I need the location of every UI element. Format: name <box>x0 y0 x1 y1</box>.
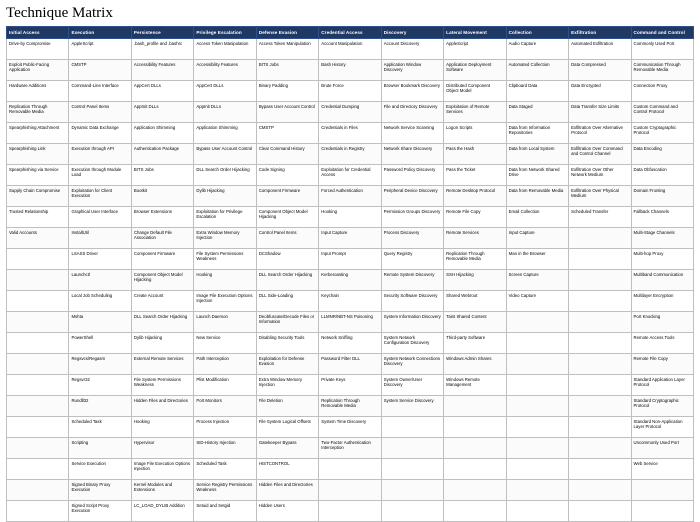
technique-cell[interactable]: Hidden Users <box>256 501 318 522</box>
technique-cell[interactable]: File and Directory Discovery <box>381 102 443 123</box>
table-row <box>7 417 694 438</box>
technique-cell[interactable]: Port Knocking <box>631 312 693 333</box>
technique-cell[interactable]: Uncommonly Used Port <box>631 438 693 459</box>
technique-cell[interactable]: File System Permissions Weakness <box>131 375 193 396</box>
table-row <box>7 480 694 501</box>
technique-cell[interactable]: Bootkit <box>131 186 193 207</box>
technique-cell[interactable]: Scheduled Transfer <box>569 207 631 228</box>
technique-cell[interactable]: Account Discovery <box>381 39 443 60</box>
technique-cell[interactable]: Hidden Files and Directories <box>131 396 193 417</box>
page-title: Technique Matrix <box>6 5 113 21</box>
technique-cell[interactable]: Forced Authentication <box>319 186 381 207</box>
technique-cell-empty <box>7 501 69 522</box>
technique-cell[interactable]: Image File Execution Options Injection <box>194 291 256 312</box>
technique-cell-empty <box>506 501 568 522</box>
technique-cell[interactable]: Exploitation for Privilege Escalation <box>194 207 256 228</box>
technique-cell[interactable]: Windows Remote Management <box>444 375 506 396</box>
technique-cell[interactable]: BITS Jobs <box>256 60 318 81</box>
technique-cell[interactable]: Credential Dumping <box>319 102 381 123</box>
technique-cell[interactable]: Application Window Discovery <box>381 60 443 81</box>
technique-cell[interactable]: Bypass User Account Control <box>256 102 318 123</box>
technique-cell-empty <box>319 480 381 501</box>
technique-cell[interactable]: Hypervisor <box>131 438 193 459</box>
technique-cell[interactable]: Clipboard Data <box>506 81 568 102</box>
technique-cell-empty <box>7 270 69 291</box>
technique-cell[interactable]: Exploitation for Defense Evasion <box>256 354 318 375</box>
technique-cell[interactable]: Execution through API <box>69 144 131 165</box>
technique-cell[interactable]: Credentials in Registry <box>319 144 381 165</box>
technique-cell[interactable]: AppCert DLLs <box>194 81 256 102</box>
technique-cell[interactable]: Extra Window Memory Injection <box>194 228 256 249</box>
technique-cell[interactable]: Spearphishing Attachment <box>7 123 69 144</box>
technique-cell-empty <box>506 459 568 480</box>
technique-cell[interactable]: HISTCONTROL <box>256 459 318 480</box>
technique-cell-empty <box>444 501 506 522</box>
technique-cell[interactable]: Data Encrypted <box>569 81 631 102</box>
technique-cell-empty <box>506 396 568 417</box>
technique-cell[interactable]: Custom Command and Control Protocol <box>631 102 693 123</box>
technique-cell-empty <box>381 501 443 522</box>
table-row <box>7 459 694 480</box>
technique-cell-empty <box>319 459 381 480</box>
technique-cell[interactable]: Screen Capture <box>506 270 568 291</box>
technique-cell[interactable]: Remote File Copy <box>444 207 506 228</box>
technique-cell[interactable]: Component Object Model Hijacking <box>131 270 193 291</box>
technique-cell-empty <box>7 312 69 333</box>
technique-cell[interactable]: Application Shimming <box>131 123 193 144</box>
technique-cell[interactable]: SID-History Injection <box>194 438 256 459</box>
technique-cell[interactable]: Third-party Software <box>444 333 506 354</box>
technique-cell[interactable]: Launch Daemon <box>194 312 256 333</box>
technique-cell[interactable]: Gatekeeper Bypass <box>256 438 318 459</box>
technique-cell[interactable]: Multi-Stage Channels <box>631 228 693 249</box>
technique-cell-empty <box>381 438 443 459</box>
column-header-lateral-movement[interactable]: Lateral Movement <box>444 27 506 39</box>
technique-cell[interactable]: Pass the Hash <box>444 144 506 165</box>
technique-cell[interactable]: PowerShell <box>69 333 131 354</box>
technique-cell-empty <box>444 480 506 501</box>
technique-cell-empty <box>381 459 443 480</box>
technique-cell[interactable]: Change Default File Association <box>131 228 193 249</box>
technique-cell[interactable]: Command-Line Interface <box>69 81 131 102</box>
technique-cell[interactable]: Data from Network Shared Drive <box>506 165 568 186</box>
technique-cell[interactable]: Input Prompt <box>319 249 381 270</box>
table-row <box>7 438 694 459</box>
column-header-discovery[interactable]: Discovery <box>381 27 443 39</box>
technique-cell[interactable]: Multi-hop Proxy <box>631 249 693 270</box>
technique-cell[interactable]: Remote Access Tools <box>631 333 693 354</box>
technique-cell[interactable]: Scheduled Task <box>69 417 131 438</box>
technique-cell[interactable]: Communication Through Removable Media <box>631 60 693 81</box>
technique-cell-empty <box>7 354 69 375</box>
table-row <box>7 501 694 522</box>
table-row <box>7 291 694 312</box>
column-header-privilege-escalation[interactable]: Privilege Escalation <box>194 27 256 39</box>
technique-cell[interactable]: Hooking <box>194 270 256 291</box>
technique-cell[interactable]: Distributed Component Object Model <box>444 81 506 102</box>
technique-cell[interactable]: Service Registry Permissions Weakness <box>194 480 256 501</box>
technique-cell-empty <box>7 249 69 270</box>
technique-cell[interactable]: File System Permissions Weakness <box>194 249 256 270</box>
technique-cell-empty <box>7 375 69 396</box>
technique-cell[interactable]: Hooking <box>319 207 381 228</box>
technique-cell-empty <box>569 459 631 480</box>
technique-cell[interactable]: New Service <box>194 333 256 354</box>
technique-cell[interactable]: Two-Factor Authentication Interception <box>319 438 381 459</box>
technique-cell[interactable]: Account Manipulation <box>319 39 381 60</box>
table-row <box>7 396 694 417</box>
technique-cell[interactable]: Component Firmware <box>131 249 193 270</box>
technique-cell-empty <box>444 396 506 417</box>
technique-cell[interactable]: Hardware Additions <box>7 81 69 102</box>
technique-cell-empty <box>569 396 631 417</box>
technique-cell[interactable]: Network Service Scanning <box>381 123 443 144</box>
column-header-exfiltration[interactable]: Exfiltration <box>569 27 631 39</box>
technique-cell[interactable]: Spearphishing via Service <box>7 165 69 186</box>
technique-cell[interactable]: Regsvr32 <box>69 375 131 396</box>
technique-cell[interactable]: Password Policy Discovery <box>381 165 443 186</box>
technique-cell[interactable]: Launchctl <box>69 270 131 291</box>
technique-cell[interactable]: Create Account <box>131 291 193 312</box>
technique-cell[interactable]: Execution through Module Load <box>69 165 131 186</box>
technique-cell[interactable]: DLL Search Order Hijacking <box>194 165 256 186</box>
technique-cell[interactable]: Bypass User Account Control <box>194 144 256 165</box>
technique-cell[interactable]: Exfiltration Over Other Network Medium <box>569 165 631 186</box>
technique-matrix-container <box>0 26 700 522</box>
technique-cell[interactable]: Kernel Modules and Extensions <box>131 480 193 501</box>
technique-cell[interactable]: System Network Configuration Discovery <box>381 333 443 354</box>
technique-cell[interactable]: Domain Fronting <box>631 186 693 207</box>
technique-cell-empty <box>506 333 568 354</box>
technique-cell-empty <box>569 375 631 396</box>
technique-cell[interactable]: Exploit Public-Facing Application <box>7 60 69 81</box>
technique-cell[interactable]: Scripting <box>69 438 131 459</box>
technique-cell[interactable]: Logon Scripts <box>444 123 506 144</box>
technique-cell[interactable]: Local Job Scheduling <box>69 291 131 312</box>
technique-cell[interactable]: Process Injection <box>194 417 256 438</box>
technique-cell-empty <box>506 375 568 396</box>
technique-matrix-table <box>6 26 694 522</box>
technique-cell[interactable]: Scheduled Task <box>194 459 256 480</box>
technique-cell-empty <box>444 417 506 438</box>
matrix-header-row <box>7 27 694 39</box>
technique-cell[interactable]: Clear Command History <box>256 144 318 165</box>
technique-cell[interactable]: Process Discovery <box>381 228 443 249</box>
technique-cell[interactable]: DCShadow <box>256 249 318 270</box>
technique-cell[interactable]: Hidden Files and Directories <box>256 480 318 501</box>
technique-cell[interactable]: Standard Non-Application Layer Protocol <box>631 417 693 438</box>
technique-cell[interactable]: Exfiltration Over Physical Medium <box>569 186 631 207</box>
technique-cell[interactable]: System Service Discovery <box>381 396 443 417</box>
technique-cell[interactable]: Binary Padding <box>256 81 318 102</box>
technique-cell[interactable]: AppInit DLLs <box>131 102 193 123</box>
technique-cell[interactable]: System Owner/User Discovery <box>381 375 443 396</box>
technique-cell[interactable]: Access Token Manipulation <box>194 39 256 60</box>
technique-cell[interactable]: Authentication Package <box>131 144 193 165</box>
technique-cell-empty <box>444 438 506 459</box>
technique-cell[interactable]: Data Staged <box>506 102 568 123</box>
technique-cell[interactable]: Password Filter DLL <box>319 354 381 375</box>
technique-cell-empty <box>569 438 631 459</box>
technique-cell[interactable]: Pass the Ticket <box>444 165 506 186</box>
technique-cell[interactable]: Commonly Used Port <box>631 39 693 60</box>
technique-cell[interactable]: Supply Chain Compromise <box>7 186 69 207</box>
technique-cell[interactable]: Plist Modification <box>194 375 256 396</box>
technique-cell-empty <box>7 417 69 438</box>
technique-cell-empty <box>506 312 568 333</box>
technique-cell[interactable]: Standard Cryptographic Protocol <box>631 396 693 417</box>
table-row <box>7 102 694 123</box>
technique-cell[interactable]: Standard Application Layer Protocol <box>631 375 693 396</box>
technique-cell[interactable]: Graphical User Interface <box>69 207 131 228</box>
table-row <box>7 333 694 354</box>
technique-cell[interactable]: LSASS Driver <box>69 249 131 270</box>
technique-cell[interactable]: Video Capture <box>506 291 568 312</box>
technique-cell[interactable]: Multiband Communication <box>631 270 693 291</box>
column-header-execution[interactable]: Execution <box>69 27 131 39</box>
technique-cell[interactable]: Drive-by Compromise <box>7 39 69 60</box>
technique-cell[interactable]: Private Keys <box>319 375 381 396</box>
technique-cell[interactable]: Exfiltration Over Alternative Protocol <box>569 123 631 144</box>
column-header-persistence[interactable]: Persistence <box>131 27 193 39</box>
column-header-command-and-control[interactable]: Command and Control <box>631 27 693 39</box>
technique-cell[interactable]: Man in the Browser <box>506 249 568 270</box>
technique-cell[interactable]: Data Obfuscation <box>631 165 693 186</box>
technique-cell-empty <box>381 417 443 438</box>
technique-cell[interactable]: Data Encoding <box>631 144 693 165</box>
technique-cell[interactable]: Web Service <box>631 459 693 480</box>
technique-cell[interactable]: Kerberoasting <box>319 270 381 291</box>
technique-cell[interactable]: Shared Webroot <box>444 291 506 312</box>
technique-cell[interactable]: Data Compressed <box>569 60 631 81</box>
technique-cell[interactable]: BITS Jobs <box>131 165 193 186</box>
technique-cell[interactable]: Remote Desktop Protocol <box>444 186 506 207</box>
technique-cell[interactable]: Application Shimming <box>194 123 256 144</box>
technique-cell[interactable]: Browser Bookmark Discovery <box>381 81 443 102</box>
technique-cell[interactable]: Remote Services <box>444 228 506 249</box>
technique-cell[interactable]: File Deletion <box>256 396 318 417</box>
technique-cell[interactable]: Replication Through Removable Media <box>444 249 506 270</box>
technique-cell[interactable]: Component Object Model Hijacking <box>256 207 318 228</box>
technique-cell-empty <box>569 501 631 522</box>
table-row <box>7 39 694 60</box>
technique-cell[interactable]: Brute Force <box>319 81 381 102</box>
technique-cell[interactable]: Network Sniffing <box>319 333 381 354</box>
technique-cell[interactable]: LLMNR/NBT-NS Poisoning <box>319 312 381 333</box>
technique-cell[interactable]: Extra Window Memory Injection <box>256 375 318 396</box>
technique-cell[interactable]: Remote System Discovery <box>381 270 443 291</box>
technique-cell[interactable]: Security Software Discovery <box>381 291 443 312</box>
technique-cell[interactable]: Control Panel Items <box>256 228 318 249</box>
technique-cell[interactable]: Taint Shared Content <box>444 312 506 333</box>
technique-cell-empty <box>569 228 631 249</box>
technique-cell-empty <box>7 438 69 459</box>
technique-cell[interactable]: Bash History <box>319 60 381 81</box>
technique-cell-empty <box>7 459 69 480</box>
technique-cell[interactable]: .bash_profile and .bashrc <box>131 39 193 60</box>
technique-cell[interactable]: DLL Search Order Hijacking <box>131 312 193 333</box>
technique-cell[interactable]: Custom Cryptographic Protocol <box>631 123 693 144</box>
technique-cell-empty <box>7 396 69 417</box>
technique-cell-empty <box>506 480 568 501</box>
table-row <box>7 270 694 291</box>
technique-cell[interactable]: Exfiltration Over Command and Control Channel <box>569 144 631 165</box>
technique-cell[interactable]: AppleScript <box>444 39 506 60</box>
technique-cell[interactable]: System Information Discovery <box>381 312 443 333</box>
technique-cell-empty <box>7 480 69 501</box>
technique-cell[interactable]: AppInit DLLs <box>194 102 256 123</box>
technique-cell-empty <box>569 333 631 354</box>
technique-cell[interactable]: Data from Removable Media <box>506 186 568 207</box>
technique-cell[interactable]: Control Panel Items <box>69 102 131 123</box>
technique-cell[interactable]: Replication Through Removable Media <box>7 102 69 123</box>
technique-cell[interactable]: Hooking <box>131 417 193 438</box>
table-row <box>7 123 694 144</box>
technique-cell-empty <box>7 333 69 354</box>
matrix-header <box>7 27 694 39</box>
technique-cell[interactable]: Disabling Security Tools <box>256 333 318 354</box>
column-header-credential-access[interactable]: Credential Access <box>319 27 381 39</box>
table-row <box>7 144 694 165</box>
table-row <box>7 186 694 207</box>
technique-cell-empty <box>506 438 568 459</box>
technique-cell[interactable]: Rundll32 <box>69 396 131 417</box>
technique-cell[interactable]: Browser Extensions <box>131 207 193 228</box>
technique-cell[interactable]: System Time Discovery <box>319 417 381 438</box>
table-row <box>7 375 694 396</box>
technique-cell[interactable]: Image File Execution Options Injection <box>131 459 193 480</box>
technique-cell[interactable]: Component Firmware <box>256 186 318 207</box>
technique-cell[interactable]: Credentials in Files <box>319 123 381 144</box>
technique-cell[interactable]: Data Transfer Size Limits <box>569 102 631 123</box>
technique-cell-empty <box>569 354 631 375</box>
technique-cell[interactable]: Dynamic Data Exchange <box>69 123 131 144</box>
technique-cell-empty <box>569 312 631 333</box>
technique-cell-empty <box>319 501 381 522</box>
technique-cell-empty <box>631 501 693 522</box>
technique-cell[interactable]: DLL Search Order Hijacking <box>256 270 318 291</box>
technique-cell[interactable]: Mshta <box>69 312 131 333</box>
technique-cell[interactable]: Remote File Copy <box>631 354 693 375</box>
technique-cell[interactable]: LC_LOAD_DYLIB Addition <box>131 501 193 522</box>
table-row <box>7 81 694 102</box>
table-row <box>7 312 694 333</box>
technique-cell[interactable]: Deobfuscate/Decode Files or Information <box>256 312 318 333</box>
technique-cell[interactable]: Permission Groups Discovery <box>381 207 443 228</box>
table-row <box>7 165 694 186</box>
matrix-body <box>7 39 694 522</box>
technique-cell[interactable]: Accessibility Features <box>131 60 193 81</box>
technique-cell[interactable]: AppCert DLLs <box>131 81 193 102</box>
technique-cell[interactable]: Automated Collection <box>506 60 568 81</box>
technique-cell[interactable]: Path Interception <box>194 354 256 375</box>
technique-cell[interactable]: Exploitation for Client Execution <box>69 186 131 207</box>
technique-cell[interactable]: Valid Accounts <box>7 228 69 249</box>
technique-cell[interactable]: Input Capture <box>319 228 381 249</box>
technique-cell-empty <box>569 417 631 438</box>
table-row <box>7 228 694 249</box>
technique-cell-empty <box>444 459 506 480</box>
technique-cell[interactable]: CMSTP <box>69 60 131 81</box>
technique-cell-empty <box>569 480 631 501</box>
technique-cell[interactable]: Multilayer Encryption <box>631 291 693 312</box>
technique-cell[interactable]: Code Signing <box>256 165 318 186</box>
technique-cell-empty <box>569 291 631 312</box>
technique-cell[interactable]: Service Execution <box>69 459 131 480</box>
technique-cell[interactable]: Dylib Hijacking <box>131 333 193 354</box>
technique-cell[interactable]: File System Logical Offsets <box>256 417 318 438</box>
technique-cell[interactable]: Application Deployment Software <box>444 60 506 81</box>
technique-cell[interactable]: AppleScript <box>69 39 131 60</box>
technique-cell[interactable]: Audio Capture <box>506 39 568 60</box>
technique-cell[interactable]: Windows Admin Shares <box>444 354 506 375</box>
technique-cell[interactable]: Signed Binary Proxy Execution <box>69 480 131 501</box>
technique-cell[interactable]: Replication Through Removable Media <box>319 396 381 417</box>
technique-cell[interactable]: Exploitation of Remote Services <box>444 102 506 123</box>
technique-cell[interactable]: Access Token Manipulation <box>256 39 318 60</box>
technique-cell[interactable]: Regsvcs/Regasm <box>69 354 131 375</box>
technique-cell[interactable]: Spearphishing Link <box>7 144 69 165</box>
technique-cell[interactable]: Setuid and Setgid <box>194 501 256 522</box>
technique-cell-empty <box>506 417 568 438</box>
column-header-initial-access[interactable]: Initial Access <box>7 27 69 39</box>
technique-cell[interactable]: Data from Local System <box>506 144 568 165</box>
technique-cell[interactable]: External Remote Services <box>131 354 193 375</box>
column-header-defense-evasion[interactable]: Defense Evasion <box>256 27 318 39</box>
technique-cell-empty <box>569 270 631 291</box>
column-header-collection[interactable]: Collection <box>506 27 568 39</box>
technique-cell[interactable]: Signed Script Proxy Execution <box>69 501 131 522</box>
technique-cell-empty <box>631 480 693 501</box>
technique-cell-empty <box>569 249 631 270</box>
technique-cell[interactable]: Automated Exfiltration <box>569 39 631 60</box>
technique-cell-empty <box>506 354 568 375</box>
technique-cell[interactable]: Query Registry <box>381 249 443 270</box>
technique-cell[interactable]: Input Capture <box>506 228 568 249</box>
technique-cell[interactable]: Port Monitors <box>194 396 256 417</box>
technique-cell[interactable]: Peripheral Device Discovery <box>381 186 443 207</box>
technique-cell[interactable]: SSH Hijacking <box>444 270 506 291</box>
technique-cell[interactable]: Exploitation for Credential Access <box>319 165 381 186</box>
technique-cell[interactable]: Fallback Channels <box>631 207 693 228</box>
technique-cell[interactable]: System Network Connections Discovery <box>381 354 443 375</box>
technique-cell[interactable]: Data from Information Repositories <box>506 123 568 144</box>
technique-cell[interactable]: Email Collection <box>506 207 568 228</box>
table-row <box>7 207 694 228</box>
technique-cell-empty <box>7 291 69 312</box>
technique-cell[interactable]: InstallUtil <box>69 228 131 249</box>
table-row <box>7 354 694 375</box>
technique-cell[interactable]: DLL Side-Loading <box>256 291 318 312</box>
technique-cell[interactable]: Connection Proxy <box>631 81 693 102</box>
technique-cell[interactable]: Dylib Hijacking <box>194 186 256 207</box>
technique-cell[interactable]: CMSTP <box>256 123 318 144</box>
technique-cell-empty <box>381 480 443 501</box>
technique-cell[interactable]: Accessibility Features <box>194 60 256 81</box>
table-row <box>7 249 694 270</box>
table-row <box>7 60 694 81</box>
technique-cell[interactable]: Network Share Discovery <box>381 144 443 165</box>
technique-cell[interactable]: Trusted Relationship <box>7 207 69 228</box>
technique-cell[interactable]: Keychain <box>319 291 381 312</box>
